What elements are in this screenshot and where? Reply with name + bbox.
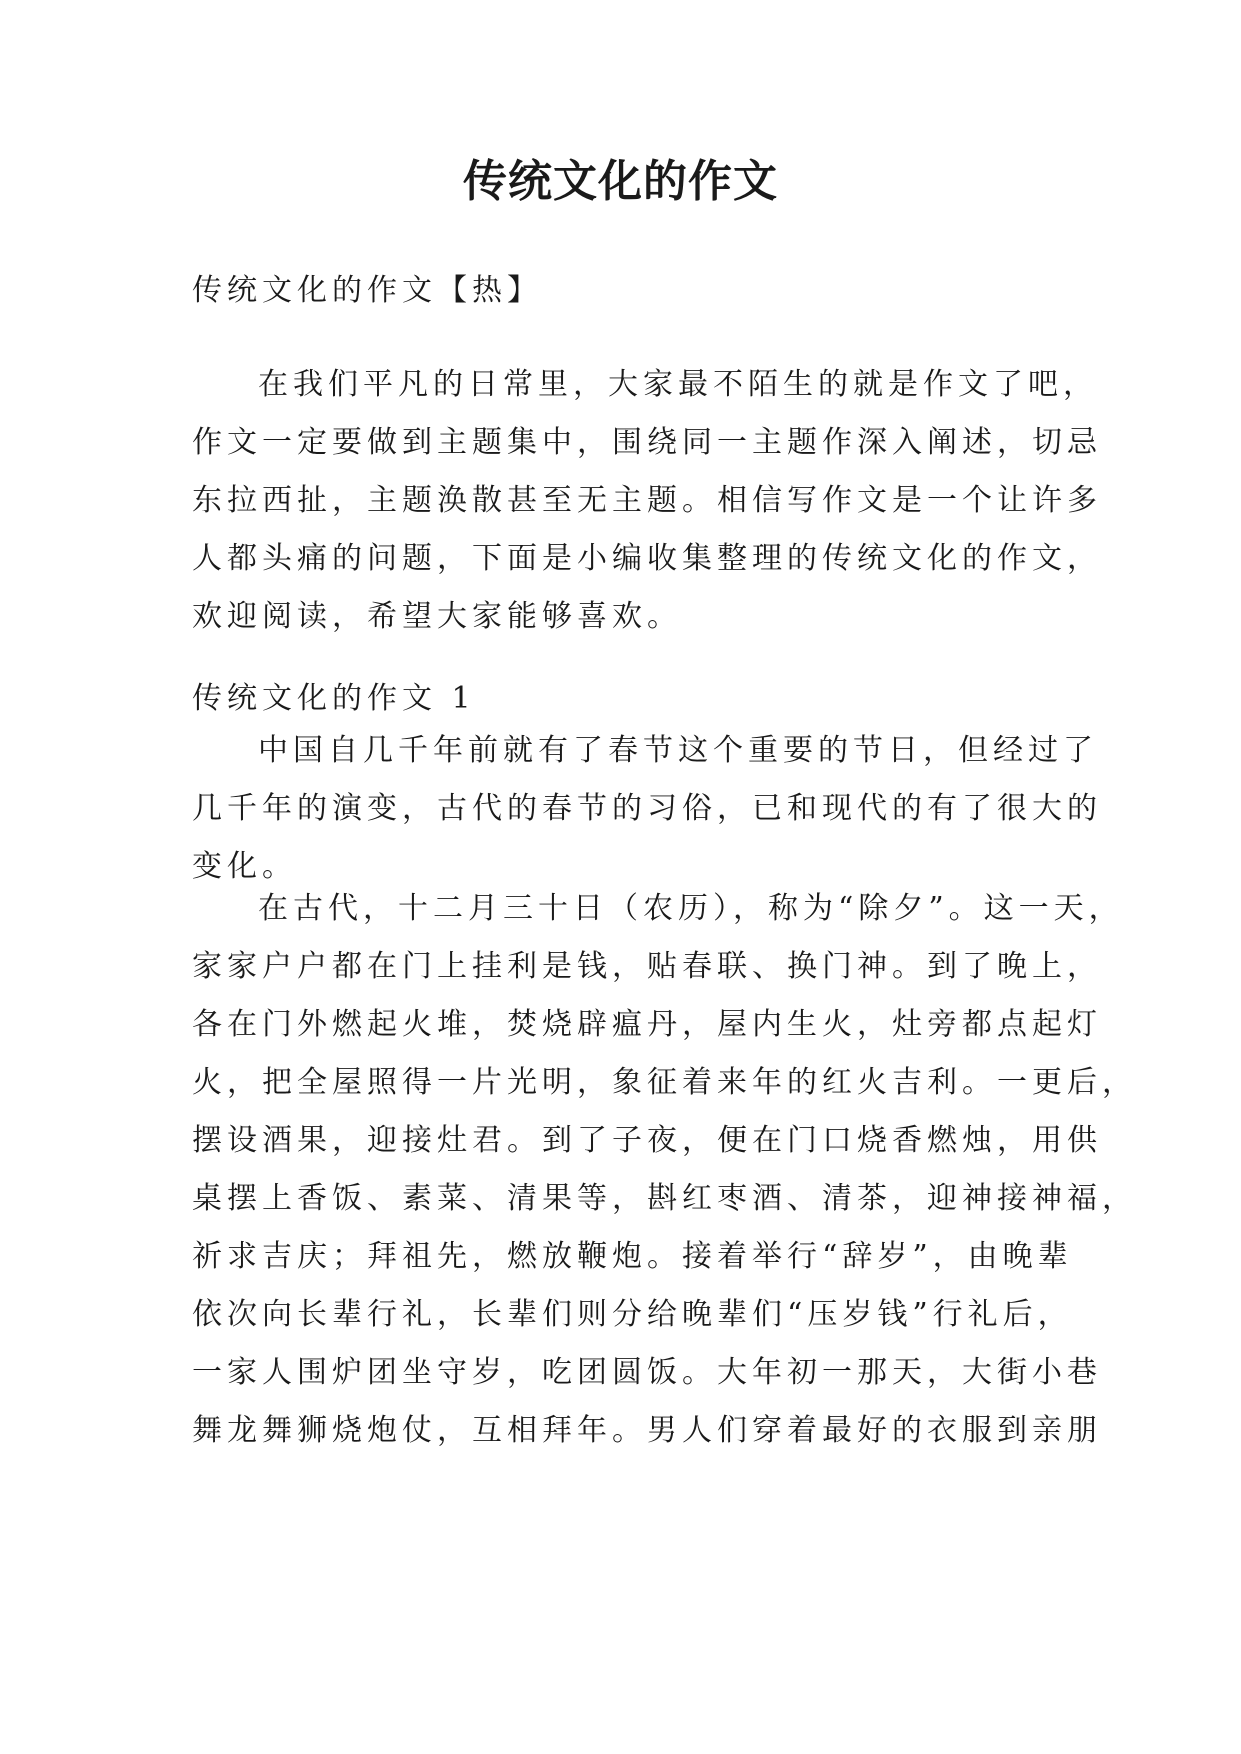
paragraph-line: 在古代，十二月三十日（农历），称为“除夕”。这一天，	[258, 891, 1124, 926]
subtitle-line: 传统文化的作文【热】	[192, 273, 542, 308]
paragraph-line: 一家人围炉团坐守岁，吃团圆饭。大年初一那天，大街小巷	[192, 1355, 1102, 1390]
intro-line: 作文一定要做到主题集中，围绕同一主题作深入阐述，切忌	[192, 425, 1102, 460]
paragraph-line: 火，把全屋照得一片光明，象征着来年的红火吉利。一更后，	[192, 1065, 1137, 1100]
paragraph-line: 摆设酒果，迎接灶君。到了子夜，便在门口烧香燃烛，用供	[192, 1123, 1102, 1158]
intro-line: 东拉西扯，主题涣散甚至无主题。相信写作文是一个让许多	[192, 483, 1102, 518]
paragraph-line: 桌摆上香饭、素菜、清果等，斟红枣酒、清茶，迎神接神福，	[192, 1181, 1137, 1216]
document-title: 传统文化的作文	[463, 156, 778, 207]
section1-paragraph-2	[192, 880, 1137, 1460]
paragraph-line: 几千年的演变，古代的春节的习俗，已和现代的有了很大的	[192, 791, 1102, 826]
document-subtitle	[192, 262, 1072, 320]
section-heading-line: 传统文化的作文 1	[192, 681, 476, 716]
paragraph-line: 依次向长辈行礼，长辈们则分给晚辈们“压岁钱”行礼后，	[192, 1297, 1073, 1332]
paragraph-line: 变化。	[192, 849, 297, 884]
paragraph-line: 中国自几千年前就有了春节这个重要的节日，但经过了	[258, 733, 1098, 768]
intro-line: 人都头痛的问题，下面是小编收集整理的传统文化的作文，	[192, 541, 1102, 576]
paragraph-line: 舞龙舞狮烧炮仗，互相拜年。男人们穿着最好的衣服到亲朋	[192, 1413, 1102, 1448]
intro-line: 在我们平凡的日常里，大家最不陌生的就是作文了吧，	[258, 367, 1098, 402]
paragraph-line: 祈求吉庆；拜祖先，燃放鞭炮。接着举行“辞岁”，由晚辈	[192, 1239, 1073, 1274]
section1-paragraph-1	[192, 722, 1102, 896]
intro-paragraph	[192, 356, 1102, 646]
paragraph-line: 家家户户都在门上挂利是钱，贴春联、换门神。到了晚上，	[192, 949, 1102, 984]
section-heading	[192, 670, 1072, 728]
intro-line: 欢迎阅读，希望大家能够喜欢。	[192, 599, 682, 634]
paragraph-line: 各在门外燃起火堆，焚烧辟瘟丹，屋内生火，灶旁都点起灯	[192, 1007, 1102, 1042]
